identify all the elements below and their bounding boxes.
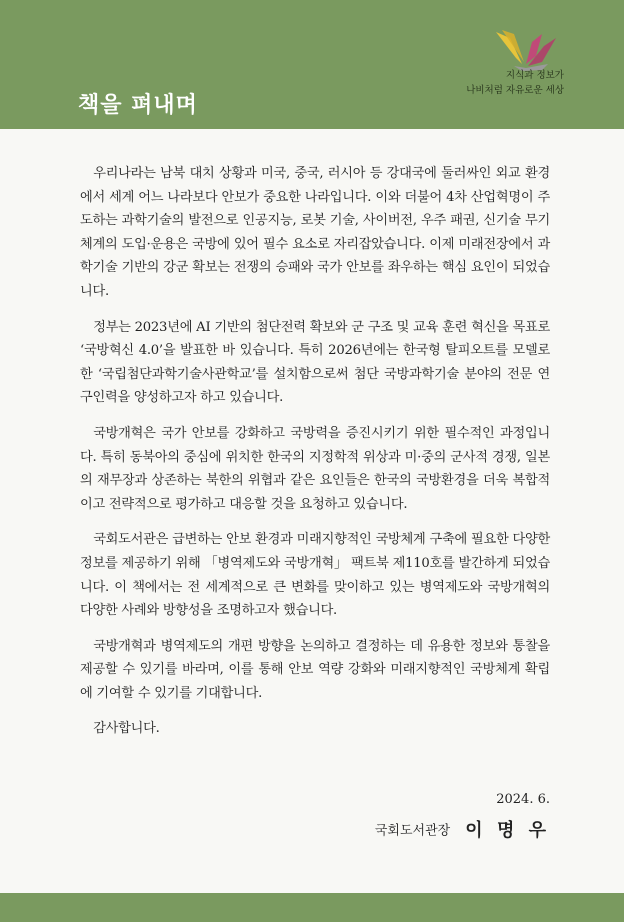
preface-body: [80, 162, 550, 753]
paragraph: 국방개혁과 병역제도의 개편 방향을 논의하고 결정하는 데 유용한 정보와 통찰을 제공할 수 있기를 바라며, 이를 통해 안보 역량 강화와 미래지향적인 국방체계 확립에 기여할 수 있기를 기대합니다.: [80, 638, 550, 701]
signature-name: 이 명 우: [465, 820, 550, 841]
butterfly-book-logo-icon: [492, 28, 560, 72]
signature-date: 2024. 6.: [496, 792, 550, 807]
tagline-line-1: 지식과 정보가: [505, 70, 564, 81]
signature-role: 국회도서관장: [374, 823, 451, 839]
tagline-line-2: 나비처럼 자유로운 세상: [466, 85, 564, 96]
paragraph: 우리나라는 남북 대치 상황과 미국, 중국, 러시아 등 강대국에 둘러싸인 외교 환경에서 세계 어느 나라보다 안보가 중요한 나라입니다. 이와 더불어 4차 산업혁명이 주도하는 과학기술의 발전으로 인공지능, 로봇 기술, 사이버전, 우주 패권, 신기술 무기체계의 도입·운용은 국방에 있어 필수 요소로 자리잡았습니다. 이제 미래전장에서 과학기술 기반의 강군 확보는 전쟁의 승패와 국가 안보를 좌우하는 핵심 요인이 되었습니다.: [80, 166, 550, 299]
paragraph: 국회도서관은 급변하는 안보 환경과 미래지향적인 국방체계 구축에 필요한 다양한 정보를 제공하기 위해 「병역제도와 국방개혁」 팩트북 제110호를 발간하게 되었습니다. 이 책에서는 전 세계적으로 큰 변화를 맞이하고 있는 병역제도와 국방개혁의 다양한 사례와 방향성을 조명하고자 했습니다.: [80, 532, 550, 619]
paragraph: 정부는 2023년에 AI 기반의 첨단전력 확보와 군 구조 및 교육 훈련 혁신을 목표로 ‘국방혁신 4.0’을 발표한 바 있습니다. 특히 2026년에는 한국형 탈피오트를 모델로 한 ‘국립첨단과학기술사관학교’를 설치함으로써 첨단 국방과학기술 분야의 전문 연구인력을 양성하고자 하고 있습니다.: [80, 319, 550, 406]
paragraph: 국방개혁은 국가 안보를 강화하고 국방력을 증진시키기 위한 필수적인 과정입니다. 특히 동북아의 중심에 위치한 한국의 지정학적 위상과 미·중의 군사적 경쟁, 일본의 재무장과 상존하는 북한의 위협과 같은 요인들은 한국의 국방환경을 더욱 복합적이고 전략적으로 평가하고 대응할 것을 요청하고 있습니다.: [80, 425, 550, 512]
footer-band: [0, 893, 624, 922]
closing-paragraph: 감사합니다.: [93, 721, 160, 737]
header-band: [0, 0, 624, 129]
logo-tagline: [424, 68, 564, 98]
page-title: 책을 펴내며: [78, 93, 198, 118]
signature-block: [375, 816, 550, 842]
